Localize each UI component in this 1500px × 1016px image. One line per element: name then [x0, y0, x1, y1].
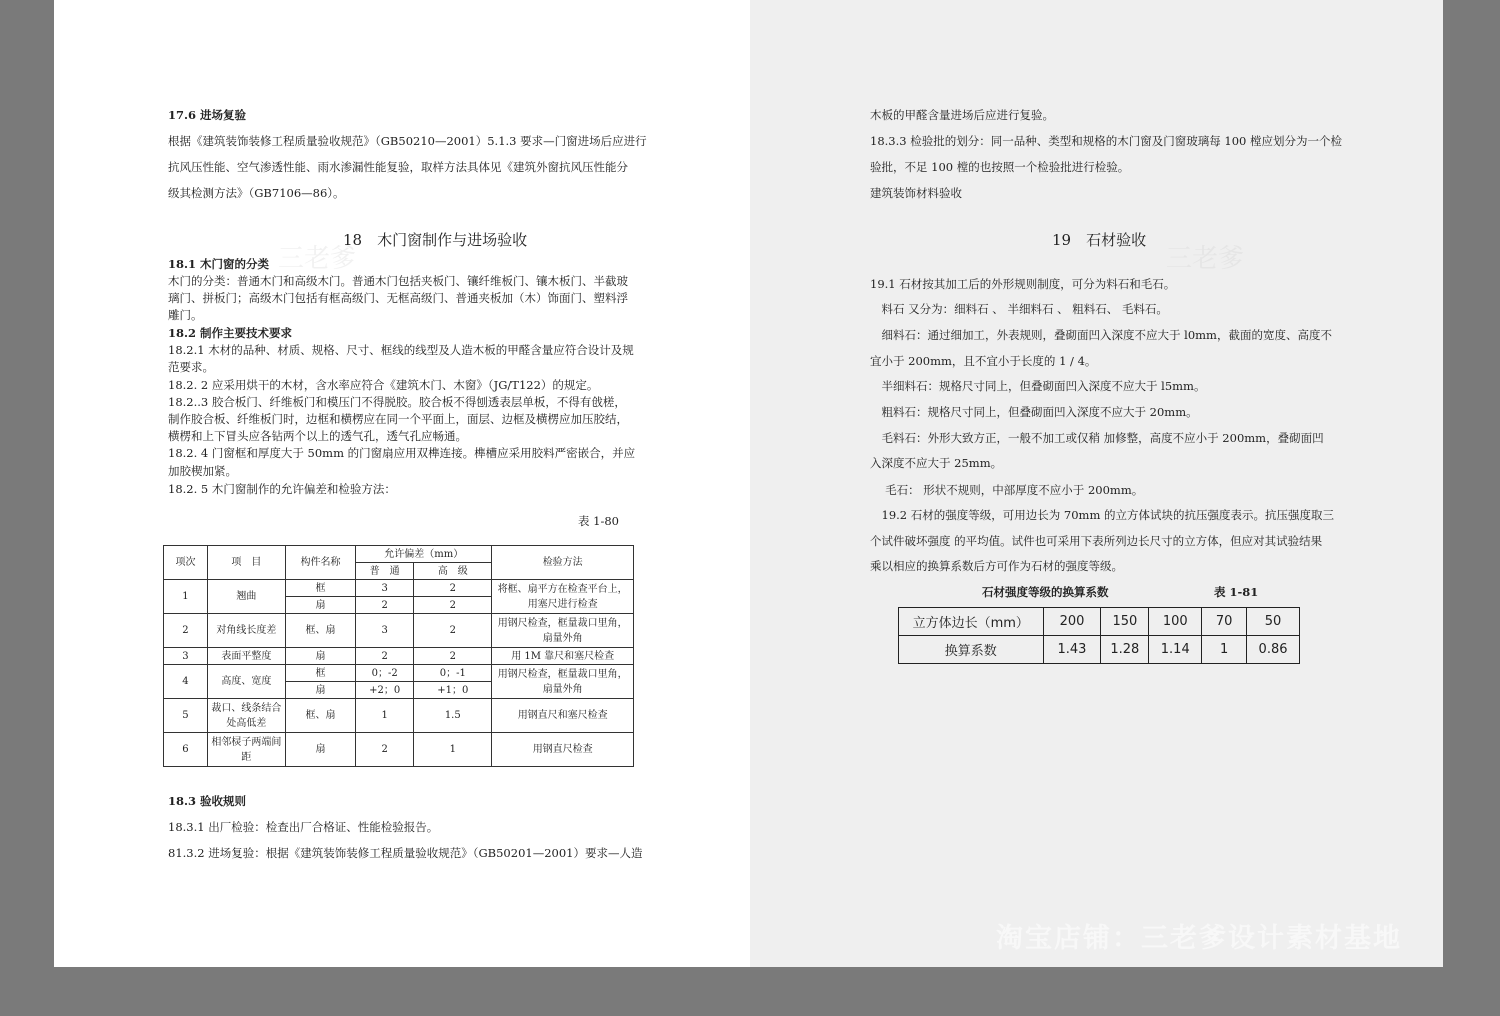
cell-normal: 3	[356, 614, 414, 648]
cell-method: 用钢尺检查，框量裁口里角，扇量外角	[492, 665, 634, 699]
cell-item: 翘曲	[207, 580, 285, 614]
section-17-6-line: 抗风压性能、空气渗透性能、雨水渗漏性能复验，取样方法具体见《建筑外窗抗风压性能分	[168, 160, 628, 174]
cell-no: 2	[164, 614, 208, 648]
cell-side-length: 200	[1043, 608, 1101, 636]
cell-high: 2	[414, 597, 492, 614]
section-18-2-line: 18.2. 2 应采用烘干的木材，含水率应符合《建筑木门、木窗》（JG/T122）的规定。	[168, 378, 599, 392]
body-line: 毛石： 形状不规则，中部厚度不应小于 200mm。	[870, 483, 1144, 497]
section-18-1-line: 璃门、拼板门；高级木门包括有框高级门、无框高级门、普通夹板加（木）饰面门、塑料浮	[168, 291, 628, 305]
body-line: 料石 又分为：细料石 、 半细料石 、 粗料石、 毛料石。	[870, 302, 1168, 316]
section-18-3-line: 81.3.2 进场复验：根据《建筑装饰装修工程质量验收规范》（GB50201—2001）要求—人造	[168, 846, 643, 860]
cell-side-length: 50	[1247, 608, 1300, 636]
cell-high: 2	[414, 580, 492, 597]
cell-item: 相邻棂子两端间距	[207, 733, 285, 767]
shop-watermark: 淘宝店铺：三老爹设计素材基地	[996, 923, 1402, 954]
cell-side-length: 150	[1101, 608, 1149, 636]
cell-coefficient: 1.14	[1149, 636, 1202, 664]
section-18-3-line: 18.3.1 出厂检验：检查出厂合格证、性能检验报告。	[168, 820, 439, 834]
section-18-2-line: 加胶楔加紧。	[168, 464, 237, 478]
cell-normal: 3	[356, 580, 414, 597]
cell-method: 用钢尺检查，框量裁口里角，扇量外角	[492, 614, 634, 648]
table-row	[899, 608, 1300, 636]
body-line: 19.1 石材按其加工后的外形规则制度，可分为料石和毛石。	[870, 277, 1176, 291]
section-17-6-line: 级其检测方法》（GB7106—86）。	[168, 186, 345, 200]
table-row	[164, 733, 634, 767]
section-17-6-title: 17.6 进场复验	[168, 108, 247, 122]
cell-high: 2	[414, 648, 492, 665]
header-no: 项次	[164, 546, 208, 580]
section-18-2-line: 18.2. 5 木门窗制作的允许偏差和检验方法：	[168, 482, 396, 496]
cell-coefficient: 1	[1202, 636, 1247, 664]
body-line: 粗料石：规格尺寸同上，但叠砌面凹入深度不应大于 20mm。	[870, 405, 1198, 419]
cell-normal: +2；0	[356, 682, 414, 699]
table-1-80-label: 表 1-80	[578, 514, 619, 528]
chapter-19-title: 19 石材验收	[1052, 231, 1147, 249]
cell-part: 扇	[285, 648, 355, 665]
cell-high: 1	[414, 733, 492, 767]
cell-normal: 0；-2	[356, 665, 414, 682]
table-1-81-label: 表 1-81	[1214, 585, 1259, 599]
row-header-coefficient: 换算系数	[899, 636, 1044, 664]
cell-part: 扇	[285, 733, 355, 767]
header-tolerance: 允许偏差（mm）	[356, 546, 492, 563]
cell-high: 1.5	[414, 699, 492, 733]
cell-side-length: 70	[1202, 608, 1247, 636]
section-18-2-line: 制作胶合板、纤维板门时，边框和横楞应在同一个平面上，面层、边框及横楞应加压胶结，	[168, 412, 628, 426]
cell-part: 扇	[285, 682, 355, 699]
cell-part: 框、扇	[285, 614, 355, 648]
cell-method: 将框、扇平方在检查平台上，用塞尺进行检查	[492, 580, 634, 614]
cell-side-length: 100	[1149, 608, 1202, 636]
section-18-3-3-line: 验批，不足 100 樘的也按照一个检验批进行检验。	[870, 160, 1130, 174]
section-18-2-line: 横楞和上下冒头应各钻两个以上的透气孔，透气孔应畅通。	[168, 429, 467, 443]
chapter-18-title: 18 木门窗制作与进场验收	[343, 231, 528, 249]
cell-part: 框	[285, 665, 355, 682]
cell-coefficient: 0.86	[1247, 636, 1300, 664]
body-line: 毛料石：外形大致方正，一般不加工或仅稍 加修整，高度不应小于 200mm，叠砌面凹	[870, 431, 1324, 445]
section-18-2-line: 范要求。	[168, 360, 214, 374]
cell-normal: 2	[356, 648, 414, 665]
section-17-6-line: 根据《建筑装饰装修工程质量验收规范》（GB50210—2001）5.1.3 要求—门窗进场后应进行	[168, 134, 647, 148]
header-normal: 普 通	[356, 563, 414, 580]
left-page	[54, 0, 750, 967]
cell-coefficient: 1.28	[1101, 636, 1149, 664]
body-line: 入深度不应大于 25mm。	[870, 456, 1003, 470]
table-row	[164, 699, 634, 733]
table-row	[899, 636, 1300, 664]
section-18-1-title: 18.1 木门窗的分类	[168, 257, 270, 271]
cell-part: 扇	[285, 597, 355, 614]
header-high: 高 级	[414, 563, 492, 580]
table-row	[164, 648, 634, 665]
table-header-row	[164, 546, 634, 563]
cell-item: 对角线长度差	[207, 614, 285, 648]
header-item: 项 目	[207, 546, 285, 580]
cell-method: 用钢直尺检查	[492, 733, 634, 767]
cell-no: 1	[164, 580, 208, 614]
cell-normal: 2	[356, 597, 414, 614]
section-18-3-3-line: 18.3.3 检验批的划分：同一品种、类型和规格的木门窗及门窗玻璃每 100 樘应划分为一个检	[870, 134, 1342, 148]
cell-item: 高度、宽度	[207, 665, 285, 699]
page-watermark: 三老爹	[1166, 244, 1245, 274]
section-18-2-line: 18.2.1 木材的品种、材质、规格、尺寸、框线的线型及人造木板的甲醛含量应符合设计及规	[168, 343, 634, 357]
cell-no: 3	[164, 648, 208, 665]
table-row	[164, 580, 634, 597]
cell-normal: 2	[356, 733, 414, 767]
header-method: 检验方法	[492, 546, 634, 580]
page-watermark: 三老爹	[278, 244, 357, 274]
body-line: 个试件破坏强度 的平均值。试件也可采用下表所列边长尺寸的立方体，但应对其试验结果	[870, 534, 1323, 548]
section-18-1-line: 木门的分类：普通木门和高级木门。普通木门包括夹板门、镶纤维板门、镶木板门、半截玻	[168, 274, 628, 288]
cell-no: 6	[164, 733, 208, 767]
body-line: 宜小于 200mm，且不宜小于长度的 1 / 4。	[870, 354, 1097, 368]
cell-part: 框、扇	[285, 699, 355, 733]
body-line: 半细料石：规格尺寸同上，但叠砌面凹入深度不应大于 l5mm。	[870, 379, 1206, 393]
cell-normal: 1	[356, 699, 414, 733]
cell-item: 表面平整度	[207, 648, 285, 665]
conversion-table	[898, 607, 1300, 664]
table-row	[164, 665, 634, 682]
cell-high: 2	[414, 614, 492, 648]
cell-high: 0；-1	[414, 665, 492, 682]
row-header-side-length: 立方体边长（mm）	[899, 608, 1044, 636]
body-line: 细料石：通过细加工，外表规则，叠砌面凹入深度不应大于 l0mm，截面的宽度、高度不	[870, 328, 1332, 342]
section-18-3-title: 18.3 验收规则	[168, 794, 247, 808]
section-18-1-line: 雕门。	[168, 308, 203, 322]
cell-coefficient: 1.43	[1043, 636, 1101, 664]
table-1-81-caption: 石材强度等级的换算系数	[982, 585, 1109, 599]
cell-high: +1；0	[414, 682, 492, 699]
header-part: 构件名称	[285, 546, 355, 580]
body-line: 乘以相应的换算系数后方可作为石材的强度等级。	[870, 559, 1123, 573]
cell-method: 用 1M 靠尺和塞尺检查	[492, 648, 634, 665]
cell-no: 4	[164, 665, 208, 699]
table-row	[164, 614, 634, 648]
section-18-2-line: 18.2. 4 门窗框和厚度大于 50mm 的门窗扇应用双榫连接。榫槽应采用胶料严密嵌合，并应	[168, 446, 636, 460]
section-18-2-title: 18.2 制作主要技术要求	[168, 326, 293, 340]
carryover-line: 木板的甲醛含量进场后应进行复验。	[870, 108, 1054, 122]
tolerance-table	[163, 545, 634, 767]
cell-method: 用钢直尺和塞尺检查	[492, 699, 634, 733]
cell-no: 5	[164, 699, 208, 733]
cell-item: 裁口、线条结合处高低差	[207, 699, 285, 733]
section-18-2-line: 18.2..3 胶合板门、纤维板门和模压门不得脱胶。胶合板不得刨透表层单板，不得有戗槎，	[168, 395, 626, 409]
cell-part: 框	[285, 580, 355, 597]
body-line: 19.2 石材的强度等级，可用边长为 70mm 的立方体试块的抗压强度表示。抗压强度取三	[870, 508, 1335, 522]
section-heading: 建筑装饰材料验收	[870, 186, 962, 200]
right-page	[750, 0, 1443, 967]
